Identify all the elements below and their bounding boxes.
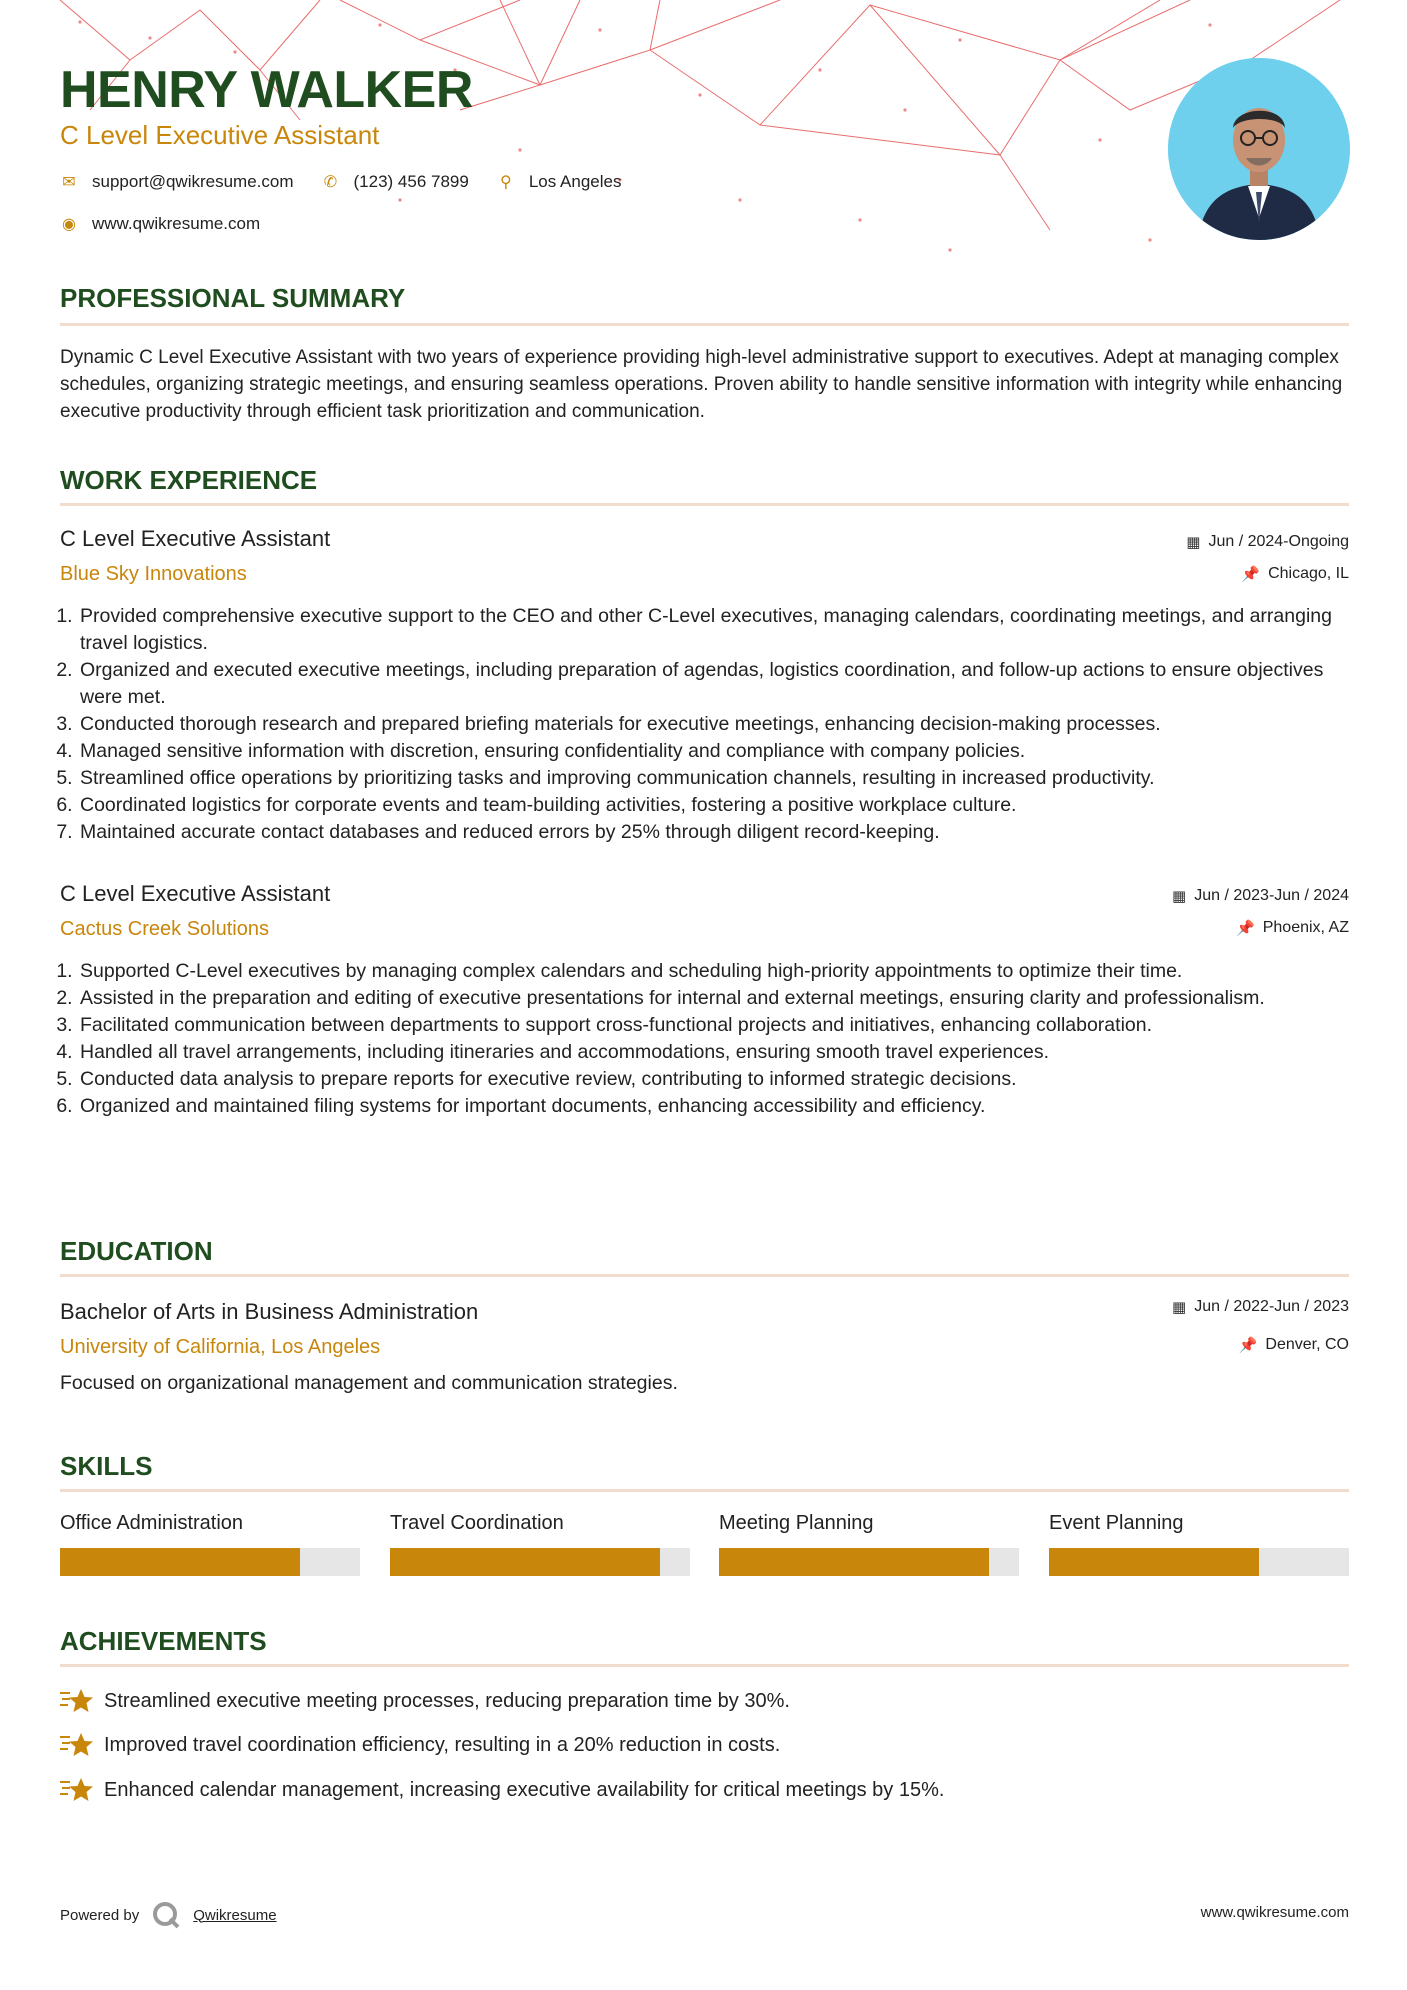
list-item: 6. Coordinated logistics for corporate events and team-building activities, fostering a positive workplace culture. <box>78 792 1367 819</box>
achievement-text: Streamlined executive meeting processes, reducing preparation time by 30%. <box>104 1689 790 1712</box>
skill-item <box>390 1512 690 1576</box>
job-company: Cactus Creek Solutions <box>60 918 269 940</box>
school-name: University of California, Los Angeles <box>60 1336 381 1358</box>
footer-powered-by <box>60 1900 277 1930</box>
star-badge-icon <box>60 1731 94 1759</box>
website-text: www.qwikresume.com <box>92 214 261 233</box>
portrait-illustration <box>1168 58 1350 240</box>
job-location-text: Phoenix, AZ <box>1262 919 1349 936</box>
education-dates <box>1172 1298 1349 1316</box>
job-location <box>1241 565 1349 583</box>
job-dates <box>1172 887 1349 905</box>
education-dates-text: Jun / 2022-Jun / 2023 <box>1194 1298 1349 1315</box>
list-item: 2. Organized and executed executive meetings, including preparation of agendas, logistics coordination, and follow-up actions to ensure objectives were met. <box>78 657 1367 711</box>
list-item: 1. Supported C-Level executives by managing complex calendars and scheduling high-priority appointments to optimize their time. <box>78 958 1367 985</box>
job-company: Blue Sky Innovations <box>60 563 247 585</box>
skill-item <box>1049 1512 1349 1576</box>
achievement-text: Improved travel coordination efficiency, resulting in a 20% reduction in costs. <box>104 1733 781 1756</box>
calendar-icon: ▦ <box>1172 888 1187 905</box>
qwikresume-logo-icon <box>151 1900 181 1930</box>
list-item: 1. Provided comprehensive executive support to the CEO and other C-Level executives, managing calendars, coordinating meetings, and arranging travel logistics. <box>78 603 1367 657</box>
education-divider <box>60 1274 1349 1277</box>
summary-text: Dynamic C Level Executive Assistant with two years of experience providing high-level administrative support to executives. Adept at managing complex schedules, organizing strategic meetings, and ensuring seamless operations. Proven ability to handle sensitive information with integrity while enhancing executive productivity through efficient task prioritization and communication. <box>60 347 1343 422</box>
contact-phone[interactable] <box>322 172 469 192</box>
brand-link[interactable]: Qwikresume <box>193 1906 277 1924</box>
job-location-text: Chicago, IL <box>1268 565 1349 582</box>
contact-email[interactable] <box>60 172 294 192</box>
star-badge-icon <box>60 1776 94 1804</box>
summary-heading: PROFESSIONAL SUMMARY <box>60 283 406 313</box>
job-dates-text: Jun / 2023-Jun / 2024 <box>1194 887 1349 904</box>
pin-icon: 📌 <box>1238 1337 1258 1354</box>
skills-divider <box>60 1489 1349 1492</box>
skill-bar-track <box>60 1548 360 1576</box>
achievement-item <box>60 1776 944 1804</box>
map-pin-icon: ⚲ <box>499 174 512 191</box>
experience-heading: WORK EXPERIENCE <box>60 465 318 495</box>
pin-icon: 📌 <box>1236 920 1255 937</box>
phone-icon: ✆ <box>323 174 338 191</box>
achievements-heading: ACHIEVEMENTS <box>60 1626 267 1656</box>
achievement-text: Enhanced calendar management, increasing executive availability for critical meetings by 15%. <box>104 1778 945 1801</box>
skill-bar-track <box>390 1548 690 1576</box>
location-text: Los Angeles <box>528 172 622 191</box>
contact-row-secondary <box>60 214 278 234</box>
skill-label: Office Administration <box>60 1512 244 1534</box>
skill-bar-fill <box>1049 1548 1259 1576</box>
experience-divider <box>60 503 1349 506</box>
achievement-item <box>60 1687 790 1715</box>
skill-bar-fill <box>60 1548 300 1576</box>
star-badge-icon <box>60 1687 94 1715</box>
degree-title: Bachelor of Arts in Business Administration <box>60 1299 479 1324</box>
skill-label: Meeting Planning <box>719 1512 874 1534</box>
email-text: support@qwikresume.com <box>92 172 294 191</box>
list-item: 3. Conducted thorough research and prepared briefing materials for executive meetings, enhancing decision-making processes. <box>78 711 1367 738</box>
calendar-icon: ▦ <box>1172 1299 1187 1316</box>
education-location <box>1239 1336 1349 1354</box>
education-heading: EDUCATION <box>60 1236 213 1266</box>
pin-icon: 📌 <box>1241 566 1261 583</box>
list-item: 2. Assisted in the preparation and editing of executive presentations for internal and external meetings, ensuring clarity and professionalism. <box>78 985 1367 1012</box>
achievements-divider <box>60 1664 1349 1667</box>
powered-by-label: Powered by <box>60 1906 140 1924</box>
skill-bar-fill <box>719 1548 989 1576</box>
job-title: C Level Executive Assistant <box>60 881 331 906</box>
list-item: 4. Handled all travel arrangements, including itineraries and accommodations, ensuring smooth travel experiences. <box>78 1039 1367 1066</box>
phone-text: (123) 456 7899 <box>353 172 469 191</box>
job-dates-text: Jun / 2024-Ongoing <box>1208 533 1349 550</box>
candidate-name: HENRY WALKER <box>60 61 473 119</box>
contact-location <box>497 172 622 192</box>
list-item: 7. Maintained accurate contact databases and reduced errors by 25% through diligent record-keeping. <box>78 819 1367 846</box>
skill-item <box>60 1512 360 1576</box>
list-item: 3. Facilitated communication between departments to support cross-functional projects and initiatives, enhancing collaboration. <box>78 1012 1367 1039</box>
summary-divider <box>60 323 1349 326</box>
skills-heading: SKILLS <box>60 1451 153 1481</box>
list-item: 5. Conducted data analysis to prepare reports for executive review, contributing to informed strategic decisions. <box>78 1066 1367 1093</box>
skill-bar-fill <box>390 1548 660 1576</box>
contact-row-primary <box>60 172 639 192</box>
profile-photo <box>1168 58 1350 240</box>
globe-icon: ◉ <box>62 216 76 233</box>
skill-label: Travel Coordination <box>390 1512 564 1534</box>
education-location-text: Denver, CO <box>1265 1336 1349 1353</box>
skill-label: Event Planning <box>1049 1512 1184 1534</box>
achievement-item <box>60 1731 780 1759</box>
skill-bar-track <box>1049 1548 1349 1576</box>
skill-item <box>719 1512 1019 1576</box>
list-item: 5. Streamlined office operations by prioritizing tasks and improving communication channels, resulting in increased productivity. <box>78 765 1367 792</box>
candidate-role: C Level Executive Assistant <box>60 120 380 150</box>
job-title: C Level Executive Assistant <box>60 526 331 551</box>
job-bullets <box>60 958 1367 1120</box>
job-location <box>1236 919 1349 937</box>
job-bullets <box>60 603 1367 846</box>
mail-icon: ✉ <box>62 174 76 191</box>
list-item: 6. Organized and maintained filing systems for important documents, enhancing accessibility and efficiency. <box>78 1093 1367 1120</box>
list-item: 4. Managed sensitive information with discretion, ensuring confidentiality and compliance with company policies. <box>78 738 1367 765</box>
calendar-icon: ▦ <box>1186 534 1201 551</box>
skill-bar-track <box>719 1548 1019 1576</box>
job-dates <box>1186 533 1349 551</box>
contact-website[interactable] <box>60 214 260 234</box>
footer-url[interactable]: www.qwikresume.com <box>1200 1904 1349 1921</box>
education-description: Focused on organizational management and communication strategies. <box>60 1372 678 1394</box>
